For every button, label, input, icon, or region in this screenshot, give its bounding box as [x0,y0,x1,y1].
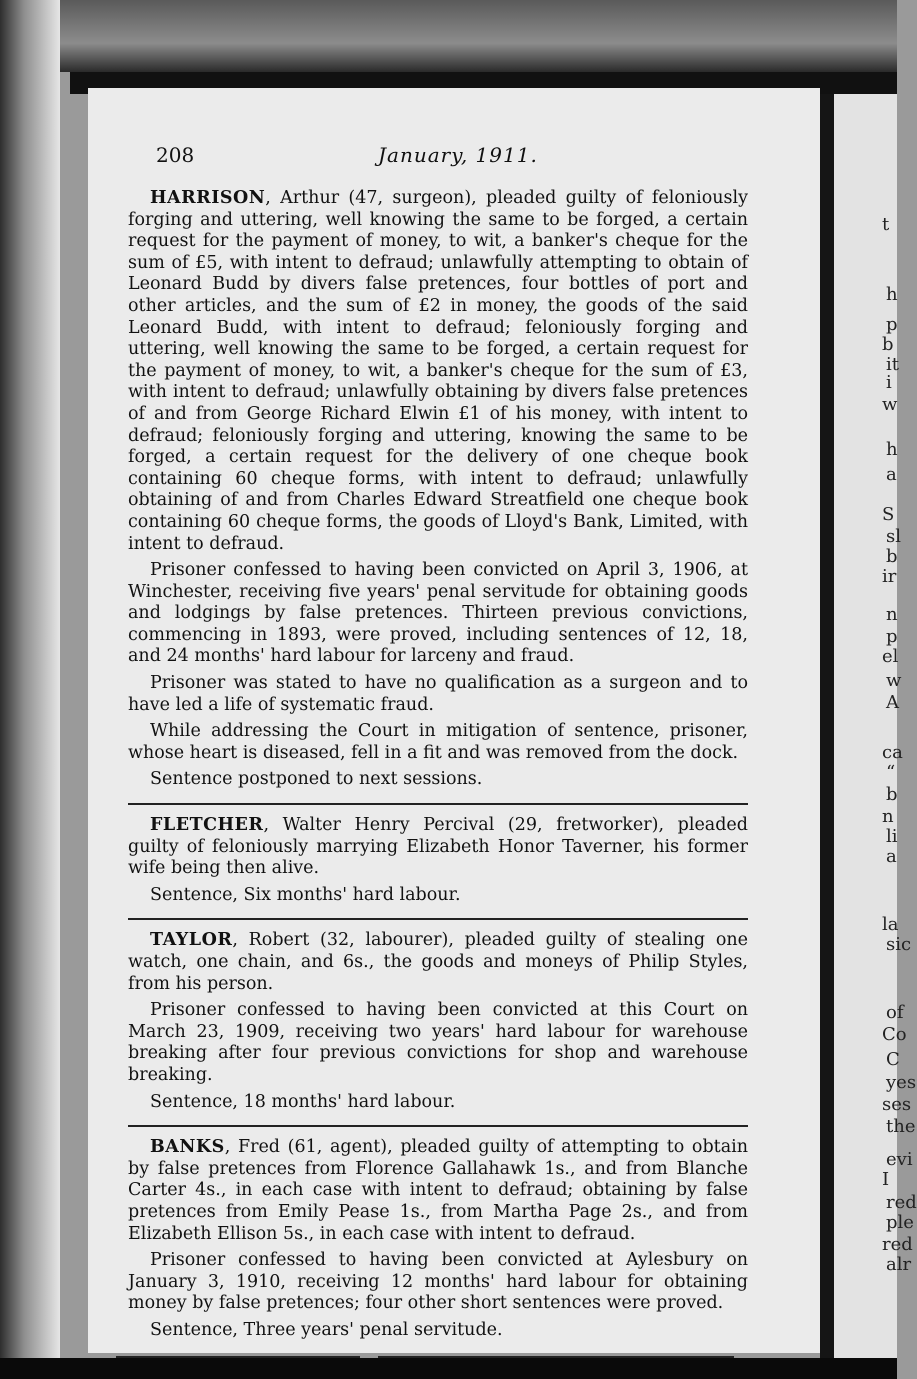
case-divider [128,918,748,920]
adjacent-page-fragment: n [886,604,898,625]
adjacent-page-edge [834,94,917,1359]
case-banks-charges [128,1137,748,1245]
book-page [88,88,820,1353]
adjacent-page-fragment: Co [882,1024,907,1045]
adjacent-page-fragment: a [886,464,897,485]
case-paragraph: Prisoner was stated to have no qualification as a surgeon and to have led a life of systematic fraud. [128,673,748,715]
running-head [156,143,756,171]
case-paragraph: Prisoner confessed to having been convicted at Aylesbury on January 3, 1910, receiving 12 months' hard labour for obtaining money by false pretences; four other short sentences were proved. [128,1250,748,1314]
adjacent-page-fragment: alr [886,1254,912,1275]
adjacent-page-fragment: evi [886,1149,913,1170]
adjacent-page-fragment: i [886,372,892,393]
adjacent-page-fragment: b [886,784,898,805]
adjacent-page-fragment: red [882,1234,913,1255]
case-intro-text: , Robert (32, labourer), pleaded guilty of stealing one watch, one chain, and 6s., the goods and moneys of Philip Styles, from his person. [128,930,748,994]
adjacent-page-fragment: w [882,394,898,415]
page-number: 208 [156,143,195,167]
adjacent-page-fragment: el [882,646,899,667]
book-left-edge [0,0,60,1379]
case-divider [128,1125,748,1127]
case-paragraph: While addressing the Court in mitigation of sentence, prisoner, whose heart is diseased, fell in a fit and was removed from the dock. [128,721,748,763]
adjacent-page-fragment: ple [886,1212,914,1233]
adjacent-page-fragment: b [886,546,898,567]
scan-bottom-shadow [0,1358,897,1379]
defendant-name: TAYLOR [150,930,233,951]
adjacent-page-fragment: red [886,1192,917,1213]
adjacent-page-fragment: n [882,806,894,827]
sentence-line: Sentence, Three years' penal servitude. [150,1319,503,1340]
adjacent-page-fragment: p [886,626,898,647]
case-intro-text: , Walter Henry Percival (29, fretworker), pleaded guilty of feloniously marrying Elizabeth Honor Taverner, his former wife being then alive. [128,815,748,879]
adjacent-page-fragment: h [886,284,898,305]
adjacent-page-fragment: ca [882,742,903,763]
case-paragraph: Prisoner confessed to having been convicted at this Court on March 23, 1909, receiving two years' hard labour for warehouse breaking after four previous convictions for shop and warehouse breaking. [128,1000,748,1085]
case-divider [128,803,748,805]
adjacent-page-fragment: la [882,914,899,935]
adjacent-page-fragment: ir [882,566,897,587]
case-fletcher-charges [128,815,748,880]
adjacent-page-fragment: yes [886,1072,917,1093]
adjacent-page-fragment: C [886,1049,900,1070]
sentence-line: Sentence postponed to next sessions. [150,769,483,790]
adjacent-page-fragment: t [882,214,890,235]
case-intro-text: , Arthur (47, surgeon), pleaded guilty of feloniously forging and uttering, well knowing the same to be forged, a certain request for the payment of money, to wit, a banker's cheque for the sum of £5, with intent to defraud; unlawfully attempting to obtain of Leonard Budd by divers false pretences, four bottles of port and other articles, and the sum of £2 in money, the goods of the said Leonard Budd, with intent to defraud; feloniously forging and uttering, well knowing the same to be forged, a certain request for the payment of money, to wit, a banker's cheque for the sum of £3, with intent to defraud; unlawfully obtaining by divers false pretences of and from George Richard Elwin £1 of his money, with intent to defraud; feloniously forging and uttering, knowing the same to be forged, a certain request for the delivery of one cheque book containing 60 cheque forms, with intent to defraud; unlawfully obtaining of and from Charles Edward Streatfield one cheque book containing 60 cheque forms, the goods of Lloyd's Bank, Limited, with intent to defraud. [128,188,748,554]
sentence-line: Sentence, 18 months' hard labour. [150,1091,456,1112]
adjacent-page-fragment: sic [886,934,912,955]
adjacent-page-fragment: S [882,504,895,525]
adjacent-page-fragment: a [886,846,897,867]
adjacent-page-fragment: li [886,826,898,847]
adjacent-page-fragment: of [886,1002,904,1023]
adjacent-page-fragment: it [886,354,899,375]
adjacent-page-fragment: w [886,670,902,691]
adjacent-page-fragment: sl [886,526,901,547]
adjacent-page-fragment: p [886,314,898,335]
case-harrison-charges [128,188,748,555]
adjacent-page-fragment: I [882,1169,890,1190]
adjacent-page-fragment: A [886,692,899,713]
scan-top-background [0,0,897,72]
adjacent-page-fragment: b [882,334,894,355]
defendant-name: BANKS [150,1137,225,1158]
page-body [128,188,748,1364]
adjacent-page-fragment: ses [882,1094,912,1115]
sentence-line: Sentence, Six months' hard labour. [150,884,461,905]
book-gutter [820,94,834,1359]
case-intro-text: , Fred (61, agent), pleaded guilty of attempting to obtain by false pretences from Florence Gallahawk 1s., and from Blanche Carter 4s., in each case with intent to defraud; obtaining by false pretences from Emily Pease 1s., from Martha Page 2s., and from Elizabeth Ellison 5s., in each case with intent to defraud. [128,1137,748,1244]
defendant-name: FLETCHER [150,815,264,836]
running-title: January, 1911. [378,143,538,167]
case-taylor-charges [128,930,748,995]
case-paragraph: Prisoner confessed to having been convicted on April 3, 1906, at Winchester, receiving five years' penal servitude for obtaining goods and lodgings by false pretences. Thirteen previous convictions, commencing in 1893, were proved, including sentences of 12, 18, and 24 months' hard labour for larceny and fraud. [128,560,748,667]
defendant-name: HARRISON [150,188,266,208]
adjacent-page-fragment: the [886,1116,916,1137]
adjacent-page-fragment: h [886,439,898,460]
adjacent-page-fragment: “ [886,762,896,783]
